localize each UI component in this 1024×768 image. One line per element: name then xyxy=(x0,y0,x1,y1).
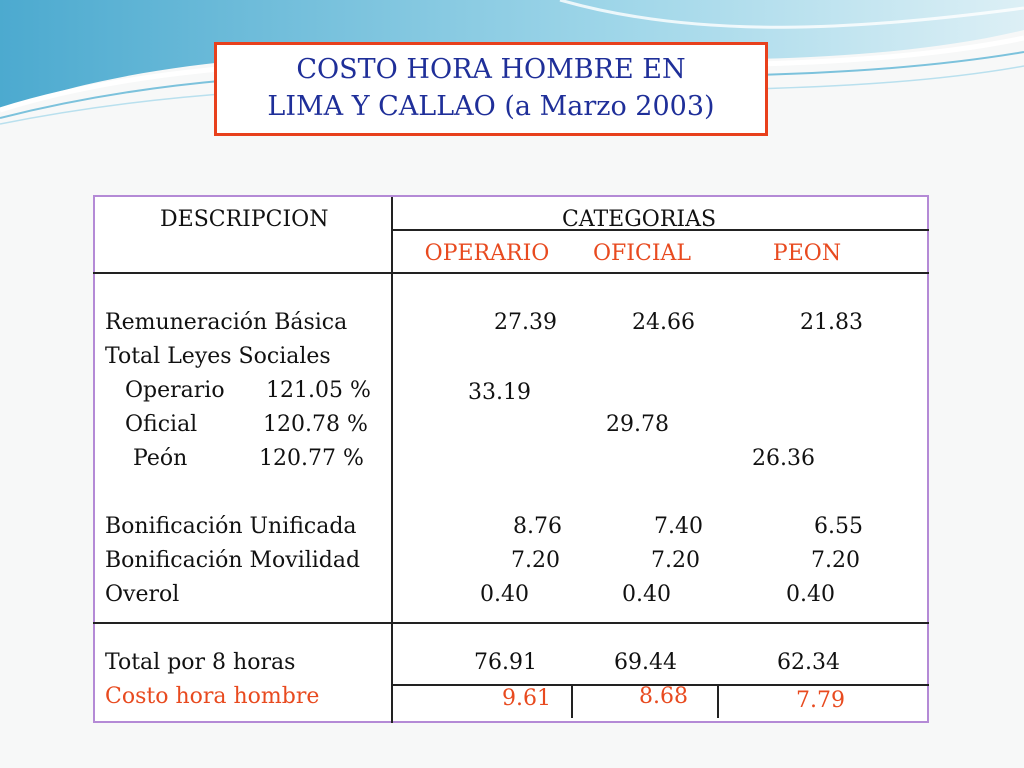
row-label-remuneracion: Remuneración Básica xyxy=(105,310,348,335)
column-operario: OPERARIO xyxy=(424,241,550,266)
column-oficial: OFICIAL xyxy=(592,241,692,266)
row-label-oficial: Oficial xyxy=(125,412,198,437)
row-label-leyes: Total Leyes Sociales xyxy=(105,344,331,369)
title-line-1: COSTO HORA HOMBRE EN xyxy=(296,54,686,85)
value-bon-movilidad-oficial: 7.20 xyxy=(651,548,700,573)
value-remuneracion-oficial: 24.66 xyxy=(632,310,695,335)
row-label-peon: Peón xyxy=(133,446,188,471)
value-overol-oficial: 0.40 xyxy=(622,582,671,607)
value-remuneracion-operario: 27.39 xyxy=(494,310,557,335)
value-remuneracion-peon: 21.83 xyxy=(800,310,863,335)
row-label-bon-unificada: Bonificación Unificada xyxy=(105,514,357,539)
value-total8-peon: 62.34 xyxy=(777,650,840,675)
row-label-total8: Total por 8 horas xyxy=(105,650,296,675)
header-categorias: CATEGORIAS xyxy=(561,207,717,232)
value-total8-oficial: 69.44 xyxy=(614,650,677,675)
value-bon-unificada-oficial: 7.40 xyxy=(654,514,703,539)
rule-header xyxy=(93,272,929,274)
divider-description xyxy=(391,197,393,723)
header-descripcion: DESCRIPCION xyxy=(160,207,329,232)
row-label-operario: Operario xyxy=(125,378,225,403)
row-label-overol: Overol xyxy=(105,582,180,607)
title-line-2: LIMA Y CALLAO (a Marzo 2003) xyxy=(267,91,715,122)
rule-totals xyxy=(93,622,929,624)
value-leyes-peon: 26.36 xyxy=(752,446,815,471)
value-bon-unificada-peon: 6.55 xyxy=(814,514,863,539)
value-bon-movilidad-operario: 7.20 xyxy=(511,548,560,573)
value-bon-movilidad-peon: 7.20 xyxy=(811,548,860,573)
value-total8-operario: 76.91 xyxy=(474,650,537,675)
row-label-costo: Costo hora hombre xyxy=(105,684,320,709)
title-box xyxy=(214,42,768,136)
value-costo-peon: 7.79 xyxy=(796,688,845,713)
value-costo-oficial: 8.68 xyxy=(639,684,688,709)
pct-oficial: 120.78 % xyxy=(263,412,368,437)
pct-peon: 120.77 % xyxy=(259,446,364,471)
pct-operario: 121.05 % xyxy=(266,378,371,403)
value-overol-peon: 0.40 xyxy=(786,582,835,607)
divider-operario-oficial xyxy=(571,684,573,718)
value-leyes-oficial: 29.78 xyxy=(606,412,669,437)
value-bon-unificada-operario: 8.76 xyxy=(513,514,562,539)
value-leyes-operario: 33.19 xyxy=(468,380,531,405)
divider-oficial-peon xyxy=(717,684,719,718)
row-label-bon-movilidad: Bonificación Movilidad xyxy=(105,548,361,573)
column-peon: PEON xyxy=(772,241,842,266)
value-overol-operario: 0.40 xyxy=(480,582,529,607)
value-costo-operario: 9.61 xyxy=(502,686,551,711)
